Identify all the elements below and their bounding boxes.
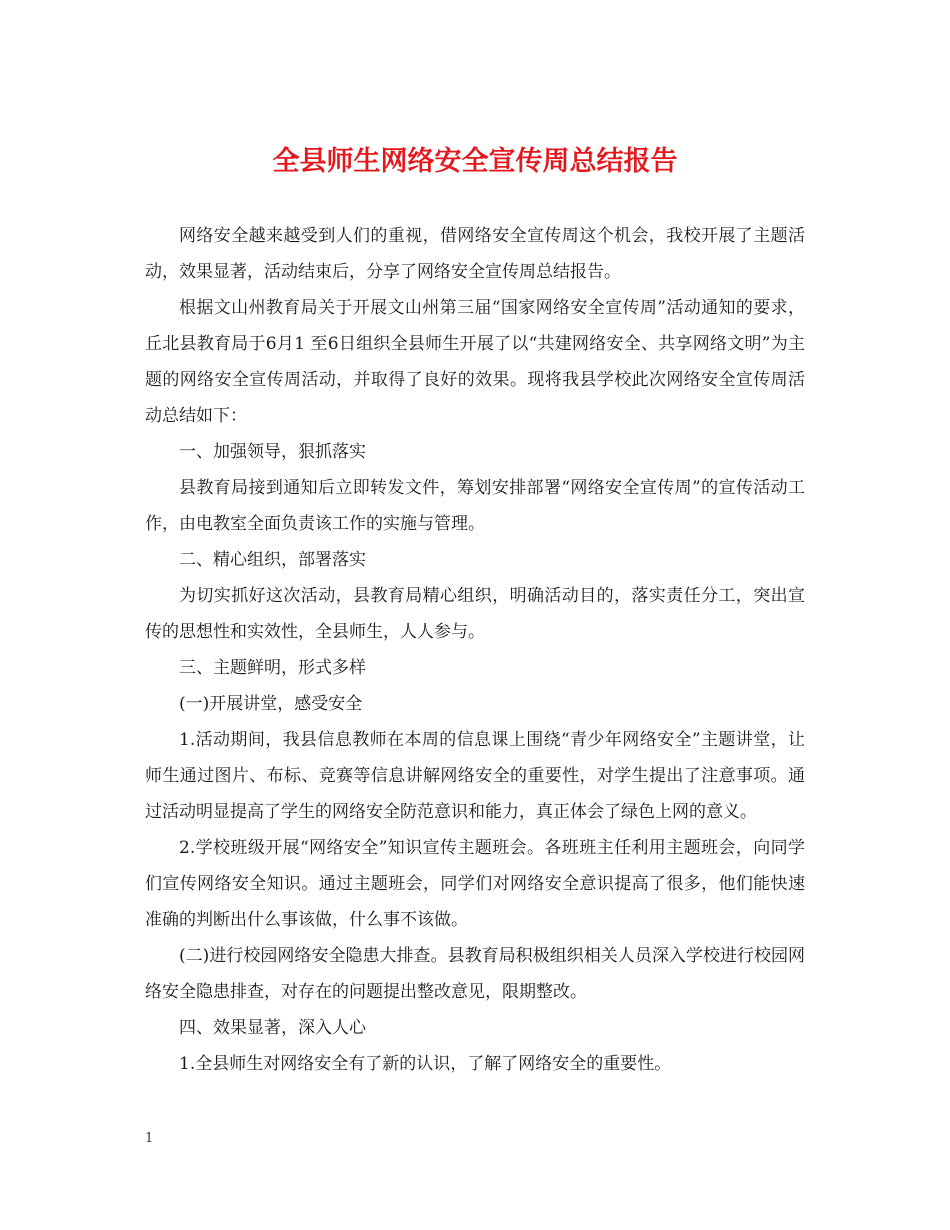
section-heading-2: 二、精心组织，部署落实 bbox=[179, 550, 366, 570]
section-heading-4: 四、效果显著，深入人心 bbox=[179, 1018, 366, 1038]
document-title: 全县师生网络安全宣传周总结报告 bbox=[272, 146, 678, 177]
section-heading-1: 一、加强领导，狠抓落实 bbox=[179, 442, 366, 462]
paragraph-section-2: 为切实抓好这次活动，县教育局精心组织，明确活动目的，落实责任分工，突出宣传的思想性和实效性，全县师生，人人参与。 bbox=[145, 586, 805, 642]
document-body bbox=[145, 218, 805, 1082]
paragraph-item-4-1: 1.全县师生对网络安全有了新的认识，了解了网络安全的重要性。 bbox=[179, 1054, 672, 1074]
paragraph-background: 根据文山州教育局关于开展文山州第三届“国家网络安全宣传周”活动通知的要求，丘北县教育局于6月1 至6日组织全县师生开展了以“共建网络安全、共享网络文明”为主题的网络安全宣传周活动，并取得了良好的效果。现将我县学校此次网络安全宣传周活动总结如下： bbox=[145, 298, 805, 426]
paragraph-item-3-1-1: 1.活动期间，我县信息教师在本周的信息课上围绕“青少年网络安全”主题讲堂，让师生通过图片、布标、竞赛等信息讲解网络安全的重要性，对学生提出了注意事项。通过活动明显提高了学生的网络安全防范意识和能力，真正体会了绿色上网的意义。 bbox=[145, 730, 805, 822]
section-heading-3: 三、主题鲜明，形式多样 bbox=[179, 658, 366, 678]
paragraph-intro: 网络安全越来越受到人们的重视，借网络安全宣传周这个机会，我校开展了主题活动，效果显著，活动结束后，分享了网络安全宣传周总结报告。 bbox=[145, 226, 805, 282]
paragraph-section-1: 县教育局接到通知后立即转发文件，筹划安排部署“网络安全宣传周”的宣传活动工作，由电教室全面负责该工作的实施与管理。 bbox=[145, 478, 805, 534]
subsection-heading-3-1: (一)开展讲堂，感受安全 bbox=[179, 694, 363, 714]
page-number: 1 bbox=[145, 1131, 154, 1146]
paragraph-item-3-1-2: 2.学校班级开展“网络安全”知识宣传主题班会。各班班主任利用主题班会，向同学们宣传网络安全知识。通过主题班会，同学们对网络安全意识提高了很多，他们能快速准确的判断出什么事该做，什么事不该做。 bbox=[145, 838, 805, 930]
paragraph-item-3-2: (二)进行校园网络安全隐患大排查。县教育局积极组织相关人员深入学校进行校园网络安全隐患排查，对存在的问题提出整改意见，限期整改。 bbox=[145, 946, 805, 1002]
